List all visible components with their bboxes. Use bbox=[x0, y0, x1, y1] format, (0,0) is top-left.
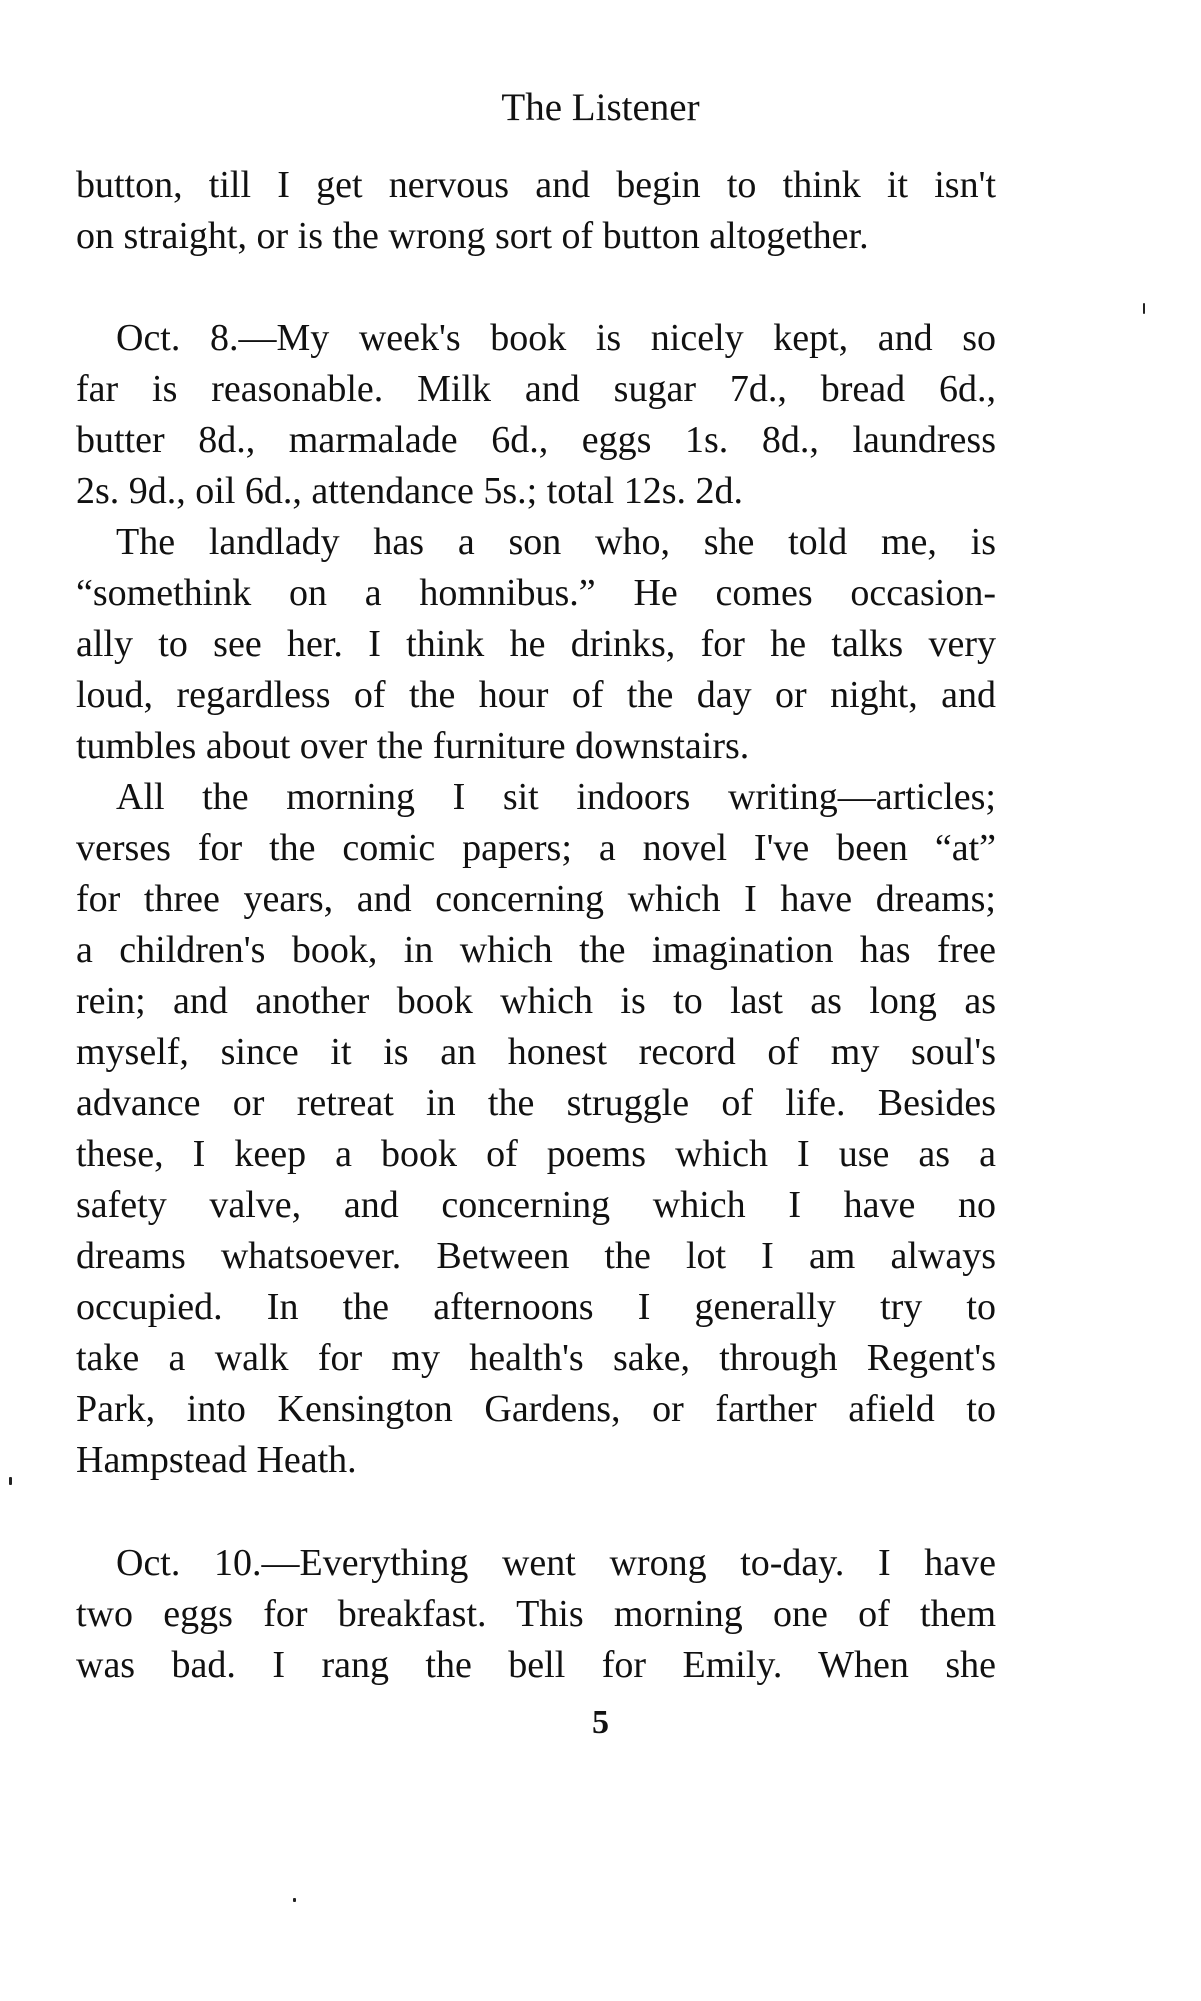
scan-speck bbox=[293, 1898, 296, 1902]
text-line: “somethink on a homnibus.” He comes occasion- bbox=[76, 572, 996, 614]
text-line: ally to see her. I think he drinks, for he talks very bbox=[76, 623, 996, 665]
text-line: two eggs for breakfast. This morning one of them bbox=[76, 1593, 996, 1635]
text-line: these, I keep a book of poems which I use as a bbox=[76, 1133, 996, 1175]
page-number: 5 bbox=[592, 1704, 609, 1741]
text-line: dreams whatsoever. Between the lot I am always bbox=[76, 1235, 996, 1277]
entry-oct-8 bbox=[76, 313, 996, 1486]
text-line: advance or retreat in the struggle of life. Besides bbox=[76, 1082, 996, 1124]
text-line: button, till I get nervous and begin to think it isn't bbox=[76, 164, 996, 206]
text-line: on straight, or is the wrong sort of button altogether. bbox=[76, 215, 869, 257]
scan-speck bbox=[1143, 303, 1145, 314]
scan-speck bbox=[9, 1477, 12, 1485]
text-line: verses for the comic papers; a novel I've been “at” bbox=[76, 827, 996, 869]
text-line: for three years, and concerning which I have dreams; bbox=[76, 878, 996, 920]
text-line: safety valve, and concerning which I have no bbox=[76, 1184, 996, 1226]
paragraph-start-line: The landlady has a son who, she told me, is bbox=[116, 521, 996, 563]
text-line: occupied. In the afternoons I generally try to bbox=[76, 1286, 996, 1328]
text-line: loud, regardless of the hour of the day or night, and bbox=[76, 674, 996, 716]
text-line: take a walk for my health's sake, through Regent's bbox=[76, 1337, 996, 1379]
text-block-top bbox=[76, 160, 996, 262]
text-line: tumbles about over the furniture downstairs. bbox=[76, 725, 750, 767]
text-line: myself, since it is an honest record of my soul's bbox=[76, 1031, 996, 1073]
text-line: rein; and another book which is to last as long as bbox=[76, 980, 996, 1022]
entry-heading-line: Oct. 8.—My week's book is nicely kept, and so bbox=[116, 317, 996, 359]
text-line: butter 8d., marmalade 6d., eggs 1s. 8d., laundress bbox=[76, 419, 996, 461]
text-line: Park, into Kensington Gardens, or farther afield to bbox=[76, 1388, 996, 1430]
paragraph-start-line: All the morning I sit indoors writing—articles; bbox=[116, 776, 996, 818]
entry-heading-line: Oct. 10.—Everything went wrong to-day. I have bbox=[116, 1542, 996, 1584]
text-line: far is reasonable. Milk and sugar 7d., bread 6d., bbox=[76, 368, 996, 410]
entry-oct-10 bbox=[76, 1538, 996, 1691]
text-line: a children's book, in which the imagination has free bbox=[76, 929, 996, 971]
running-head: The Listener bbox=[501, 86, 700, 129]
text-line: was bad. I rang the bell for Emily. When she bbox=[76, 1644, 996, 1686]
text-line: Hampstead Heath. bbox=[76, 1439, 357, 1481]
text-line: 2s. 9d., oil 6d., attendance 5s.; total 12s. 2d. bbox=[76, 470, 744, 512]
